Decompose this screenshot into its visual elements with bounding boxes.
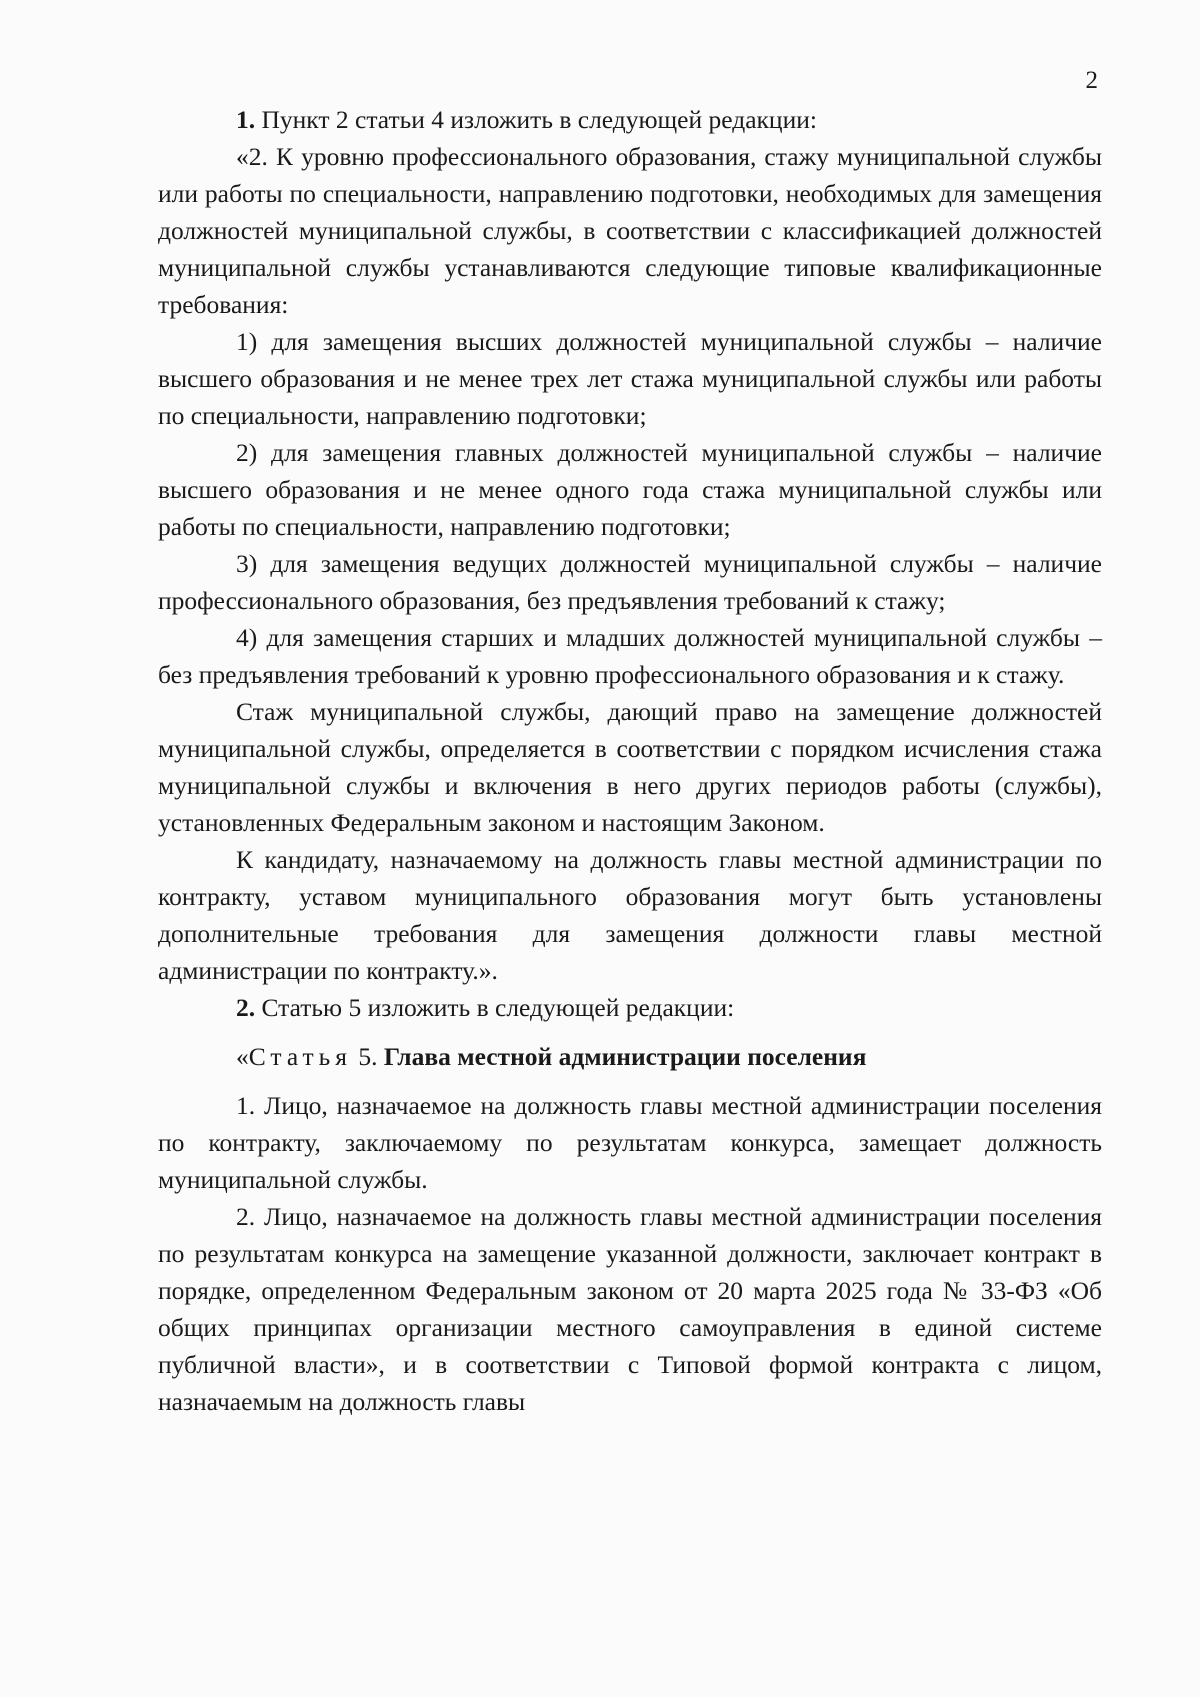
list-item-2: 2) для замещения главных должностей муниципальной службы – наличие высшего образования и не менее одного года стажа муниципальной службы или работы по специальности, направлению подготовки;: [158, 438, 1102, 541]
candidate-paragraph: К кандидату, назначаемому на должность главы местной администрации по контракту, уставом муниципального образования могут быть установлены дополнительные требования для замещения должности главы местной администрации по контракту.».: [158, 845, 1102, 985]
item-2-paragraph: [158, 989, 1102, 1026]
article-title: Глава местной администрации поселения: [383, 1042, 867, 1071]
item-1-number: 1.: [236, 105, 256, 134]
item-2-text: Статью 5 изложить в следующей редакции:: [255, 993, 735, 1022]
document-body: [158, 101, 1102, 1420]
quote-intro-paragraph: «2. К уровню профессионального образования, стажу муниципальной службы или работы по специальности, направлению подготовки, необходимых для замещения должностей муниципальной службы, в соответствии с классификацией должностей муниципальной службы устанавливаются следующие типовые квалификационные требования:: [158, 142, 1102, 319]
article-paragraph-1: 1. Лицо, назначаемое на должность главы местной администрации поселения по контракту, заключаемому по результатам конкурса, замещает должность муниципальной службы.: [158, 1091, 1102, 1194]
article-heading: [158, 1038, 1102, 1075]
page-number: 2: [1085, 67, 1098, 94]
article-quote-open: «: [236, 1042, 249, 1071]
list-item-1: 1) для замещения высших должностей муниципальной службы – наличие высшего образования и не менее трех лет стажа муниципальной службы или работы по специальности, направлению подготовки;: [158, 327, 1102, 430]
article-number: 5.: [352, 1042, 384, 1071]
item-1-paragraph: [158, 101, 1102, 138]
list-item-4: 4) для замещения старших и младших должностей муниципальной службы – без предъявления требований к уровню профессионального образования и к стажу.: [158, 623, 1102, 689]
item-1-text: Пункт 2 статьи 4 изложить в следующей редакции:: [255, 105, 817, 134]
article-word: Статья: [248, 1042, 353, 1071]
article-paragraph-2: 2. Лицо, назначаемое на должность главы местной администрации поселения по результатам конкурса на замещение указанной должности, заключает контракт в порядке, определенном Федеральным законом от 20 марта 2025 года № 33-ФЗ «Об общих принципах организации местного самоуправления в единой системе публичной власти», и в соответствии с Типовой формой контракта с лицом, назначаемым на должность главы: [158, 1202, 1102, 1416]
list-item-3: 3) для замещения ведущих должностей муниципальной службы – наличие профессионального образования, без предъявления требований к стажу;: [158, 549, 1102, 615]
item-2-number: 2.: [236, 993, 256, 1022]
stazh-paragraph: Стаж муниципальной службы, дающий право на замещение должностей муниципальной службы, определяется в соответствии с порядком исчисления стажа муниципальной службы и включения в него других периодов работы (службы), установленных Федеральным законом и настоящим Законом.: [158, 697, 1102, 837]
